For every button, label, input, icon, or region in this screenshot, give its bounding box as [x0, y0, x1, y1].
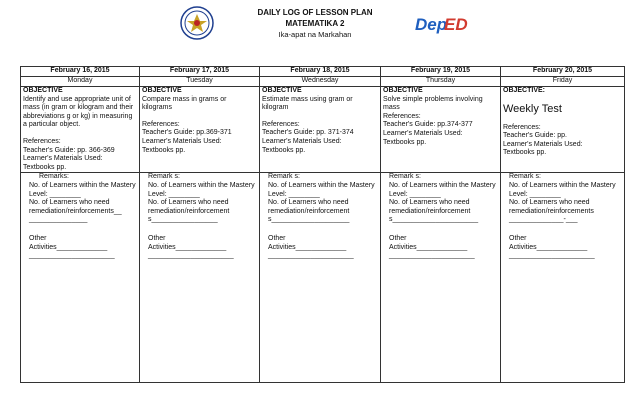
teachers-guide: Teacher's Guide: pp.369-371 — [142, 129, 232, 137]
remarks-cell — [140, 173, 260, 383]
remediation-line: s____________________ — [268, 216, 350, 224]
activities-line: ______________________ — [148, 252, 234, 260]
references-label: References: — [142, 120, 180, 128]
objective-label: OBJECTIVE — [142, 87, 182, 94]
remarks-cell — [260, 173, 381, 383]
mastery-text: No. of Learners within the Mastery Level: ________ — [148, 181, 255, 198]
date-row — [21, 67, 625, 77]
learners-materials-label: Learner's Materials Used: — [23, 155, 103, 163]
other-label: Other — [509, 234, 527, 242]
activities-text: Activities_____________ — [268, 243, 347, 251]
teachers-guide: Teacher's Guide: pp. — [503, 132, 567, 140]
document-title: DAILY LOG OF LESSON PLAN — [257, 8, 373, 17]
weekday-cell: Tuesday — [140, 77, 260, 87]
date-cell: February 17, 2015 — [140, 67, 260, 77]
learners-materials-value: Textbooks pp. — [262, 146, 306, 154]
remarks-row — [21, 173, 625, 383]
remediation-line: s______________________ — [389, 216, 479, 224]
learners-materials-label: Learner's Materials Used: — [142, 137, 222, 145]
objective-label: OBJECTIVE — [383, 87, 423, 94]
weekly-test-text: Weekly Test — [503, 102, 562, 115]
deped-logo-icon — [413, 12, 469, 36]
activities-text: Activities_____________ — [509, 243, 588, 251]
remarks-cell — [501, 173, 625, 383]
date-cell: February 18, 2015 — [260, 67, 381, 77]
objective-text: Compare mass in grams or kilograms — [142, 95, 227, 112]
references-label: References: — [383, 112, 421, 120]
learners-materials-label: Learner's Materials Used: — [503, 140, 583, 148]
objective-label: OBJECTIVE: — [503, 87, 546, 94]
activities-line: ______________________ — [509, 252, 595, 260]
remarks-cell — [381, 173, 501, 383]
activities-text: Activities_____________ — [148, 243, 227, 251]
remarks-label: Remark s: — [509, 173, 541, 181]
learners-materials-value: Textbooks pp. — [503, 149, 547, 157]
activities-line: ______________________ — [29, 252, 115, 260]
header-titles — [230, 7, 400, 40]
objective-label: OBJECTIVE — [23, 87, 63, 94]
teachers-guide: Teacher's Guide: pp. 371-374 — [262, 129, 354, 137]
references-label: References: — [262, 120, 300, 128]
remediation-text: No. of Learners who need remediation/reinforcements__ — [29, 199, 122, 215]
remarks-label: Remark s: — [268, 173, 300, 181]
references-label: References: — [503, 123, 541, 131]
date-cell: February 16, 2015 — [21, 67, 140, 77]
remarks-label: Remark s: — [148, 173, 180, 181]
other-label: Other — [29, 234, 47, 242]
objective-cell — [501, 87, 625, 173]
activities-text: Activities_____________ — [29, 243, 108, 251]
learners-materials-label: Learner's Materials Used: — [262, 137, 342, 145]
other-label: Other — [389, 234, 407, 242]
learners-materials-value: Textbooks pp. — [383, 138, 427, 146]
svg-text:ED: ED — [444, 15, 468, 34]
mastery-text: No. of Learners within the Mastery Level: ________ — [509, 181, 616, 198]
deped-seal-icon — [180, 6, 214, 40]
objective-row — [21, 87, 625, 173]
activities-text: Activities_____________ — [389, 243, 468, 251]
lesson-log-table — [20, 66, 625, 383]
date-cell: February 20, 2015 — [501, 67, 625, 77]
objective-label: OBJECTIVE — [262, 87, 302, 94]
page-header — [0, 0, 638, 58]
learners-materials-label: Learner's Materials Used: — [383, 129, 463, 137]
mastery-text: No. of Learners within the Mastery Level: ________ — [389, 181, 496, 198]
objective-cell — [21, 87, 140, 173]
references-label: References: — [23, 137, 61, 145]
remediation-line: s_________________ — [148, 216, 218, 224]
teachers-guide: Teacher's Guide: pp. 366-369 — [23, 146, 115, 154]
remediation-line: _______________ — [29, 216, 88, 224]
learners-materials-value: Textbooks pp. — [142, 146, 186, 154]
activities-line: ______________________ — [268, 252, 354, 260]
mastery-text: No. of Learners within the Mastery Level: ________ — [29, 181, 136, 198]
weekday-row — [21, 77, 625, 87]
subject-title: MATEMATIKA 2 — [285, 19, 345, 28]
objective-cell — [260, 87, 381, 173]
remarks-label: Remark s: — [389, 173, 421, 181]
learners-materials-value: Textbooks pp. — [23, 163, 67, 171]
objective-text: Estimate mass using gram or kilogram — [262, 95, 353, 112]
date-cell: February 19, 2015 — [381, 67, 501, 77]
objective-cell — [140, 87, 260, 173]
remarks-label: Remarks: — [39, 173, 69, 181]
objective-text: Identify and use appropriate unit of mass (in gram or kilogram and their abbreviations g or kg) in measuring a particular object. — [23, 95, 134, 129]
quarter-title: Ika-apat na Markahan — [278, 30, 352, 39]
weekday-cell: Wednesday — [260, 77, 381, 87]
weekday-cell: Thursday — [381, 77, 501, 87]
teachers-guide: Teacher's Guide: pp.374-377 — [383, 121, 473, 129]
remediation-line: ______________-___ — [509, 216, 578, 224]
objective-text: Solve simple problems involving mass — [383, 95, 483, 112]
other-label: Other — [268, 234, 286, 242]
remediation-text: No. of Learners who need remediation/reinforcement — [268, 199, 350, 215]
remediation-text: No. of Learners who need remediation/reinforcements — [509, 199, 594, 215]
remediation-text: No. of Learners who need remediation/reinforcement — [389, 199, 471, 215]
mastery-text: No. of Learners within the Mastery Level: ________ — [268, 181, 375, 198]
svg-text:Dep: Dep — [415, 15, 448, 34]
objective-cell — [381, 87, 501, 173]
weekday-cell: Monday — [21, 77, 140, 87]
activities-line: ______________________ — [389, 252, 475, 260]
remediation-text: No. of Learners who need remediation/reinforcement — [148, 199, 230, 215]
weekday-cell: Friday — [501, 77, 625, 87]
remarks-cell — [21, 173, 140, 383]
other-label: Other — [148, 234, 166, 242]
